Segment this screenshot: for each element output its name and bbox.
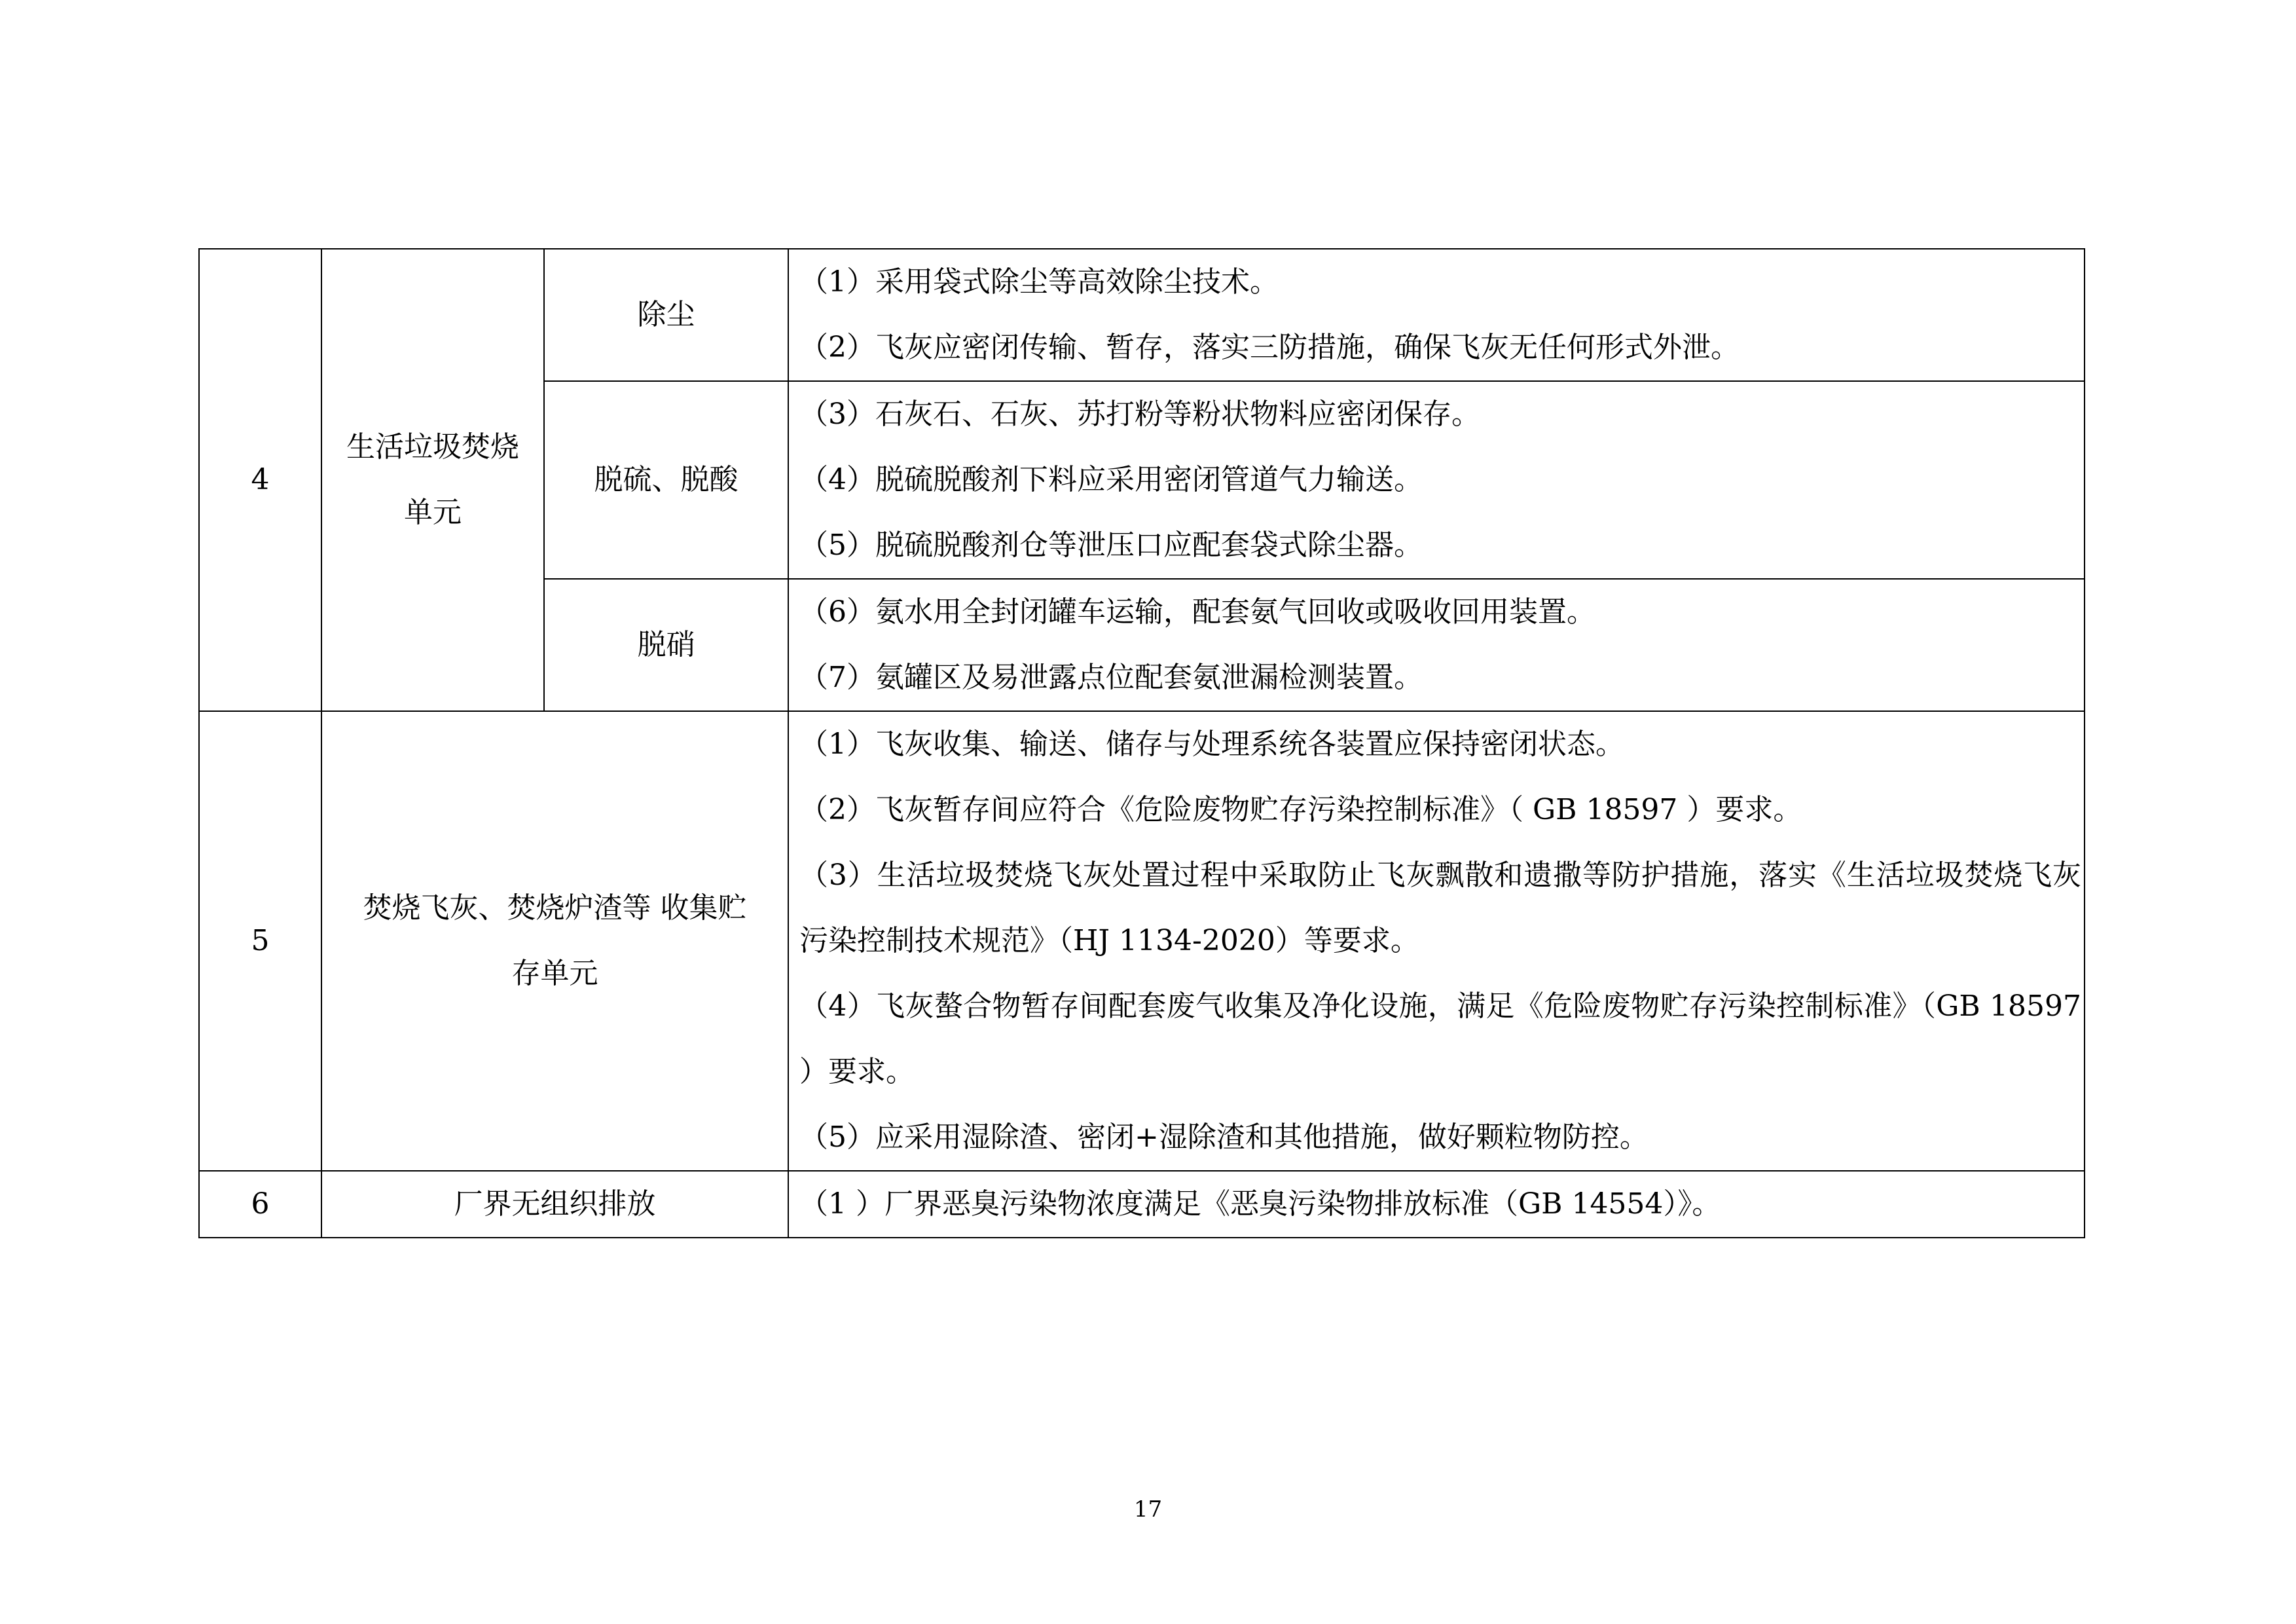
page-number: 17: [1133, 1496, 1163, 1522]
unit-line: 焚烧飞灰、焚烧炉渣等 收集贮: [363, 891, 747, 925]
unit-line: 单元: [404, 496, 462, 529]
requirements-cell: [788, 249, 2085, 381]
requirement-item: （4）脱硫脱酸剂下料应采用密闭管道气力输送。: [799, 463, 1423, 496]
requirement-item: （1）采用袋式除尘等高效除尘技术。: [799, 265, 1279, 299]
table-row: [199, 711, 2085, 1171]
unit-line: 存单元: [511, 957, 598, 990]
requirement-item: （5）应采用湿除渣、密闭+湿除渣和其他措施，做好颗粒物防控。: [799, 1120, 1649, 1154]
requirements-cell: [788, 579, 2085, 711]
process-cell: 脱硝: [544, 579, 788, 711]
unit-line: 生活垃圾焚烧: [346, 430, 519, 464]
unit-cell: [321, 711, 788, 1171]
unit-cell: [321, 249, 544, 711]
requirement-item: （7）氨罐区及易泄露点位配套氨泄漏检测装置。: [799, 661, 1423, 694]
requirement-item: （6）氨水用全封闭罐车运输，配套氨气回收或吸收回用装置。: [799, 595, 1595, 629]
requirement-item: （5）脱硫脱酸剂仓等泄压口应配套袋式除尘器。: [799, 528, 1423, 562]
requirement-item: （1 ）厂界恶臭污染物浓度满足《恶臭污染物排放标准（GB 14554）》。: [799, 1187, 1721, 1221]
control-measures-table: [198, 248, 2085, 1238]
process-cell: 除尘: [544, 249, 788, 381]
requirement-item: （1）飞灰收集、输送、储存与处理系统各装置应保持密闭状态。: [799, 728, 1624, 761]
row-number: 5: [199, 711, 321, 1171]
requirements-cell: [788, 711, 2085, 1171]
row-number: 4: [199, 249, 321, 711]
requirement-item: （2）飞灰应密闭传输、暂存，落实三防措施，确保飞灰无任何形式外泄。: [799, 331, 1740, 364]
table-row: [199, 249, 2085, 381]
requirement-item: （3）生活垃圾焚烧飞灰处置过程中采取防止飞灰飘散和遗撒等防护措施，落实《生活垃圾焚烧飞灰污染控制技术规范》（HJ 1134-2020）等要求。: [799, 858, 2081, 957]
unit-cell: 厂界无组织排放: [321, 1171, 788, 1238]
table-row: [199, 1171, 2085, 1238]
requirement-item: （3）石灰石、石灰、苏打粉等粉状物料应密闭保存。: [799, 397, 1480, 431]
process-cell: 脱硫、脱酸: [544, 381, 788, 579]
requirements-cell: [788, 381, 2085, 579]
requirement-item: （4）飞灰螯合物暂存间配套废气收集及净化设施，满足《危险废物贮存污染控制标准》（GB 18597 ）要求。: [799, 989, 2081, 1088]
requirement-item: （2）飞灰暂存间应符合《危险废物贮存污染控制标准》（ GB 18597 ）要求。: [799, 793, 1802, 826]
requirements-cell: [788, 1171, 2085, 1238]
row-number: 6: [199, 1171, 321, 1238]
